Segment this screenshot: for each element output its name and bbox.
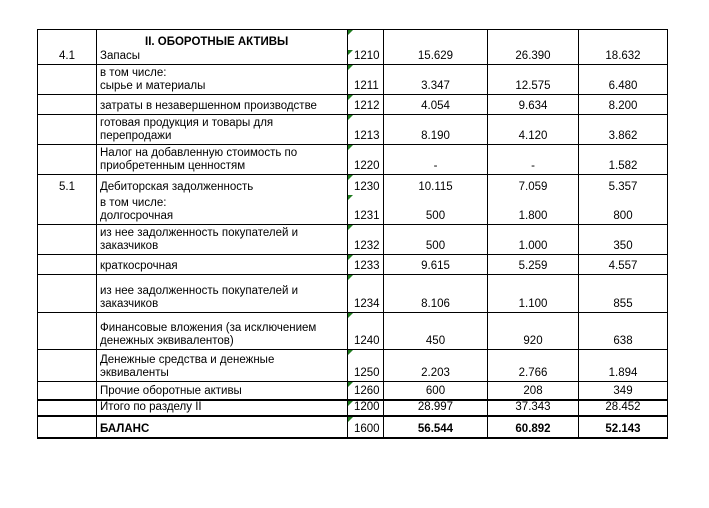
cell-marker-icon <box>348 175 353 180</box>
value-col-2: 26.390 <box>488 50 579 65</box>
row-code-text: 1211 <box>354 80 379 92</box>
value-col-2: 12.575 <box>488 65 579 95</box>
row-label <box>97 175 348 195</box>
value-col-1: 4.054 <box>384 95 488 115</box>
value-col-1: 10.115 <box>384 175 488 195</box>
table-row <box>38 416 668 438</box>
cell-code <box>348 30 384 50</box>
value-col-3: 52.143 <box>579 416 668 438</box>
table-row <box>38 65 668 95</box>
row-label-line: заказчиков <box>100 298 159 310</box>
row-number <box>38 416 97 438</box>
table-row <box>38 115 668 145</box>
value-col-1: 2.203 <box>384 350 488 382</box>
row-number <box>38 225 97 255</box>
row-label <box>97 225 348 255</box>
row-label-line: эквиваленты <box>100 367 169 379</box>
value-col-1: 600 <box>384 382 488 400</box>
cell-marker-icon <box>348 275 353 280</box>
cell-marker-icon <box>348 401 353 406</box>
row-code <box>348 350 384 382</box>
value-col-2: 920 <box>488 313 579 350</box>
row-label-line: в том числе: <box>100 67 167 79</box>
cell-marker-icon <box>348 195 353 200</box>
value-col-2: 1.800 <box>488 195 579 225</box>
value-col-3: 638 <box>579 313 668 350</box>
value-col-2: 60.892 <box>488 416 579 438</box>
value-col-1: 56.544 <box>384 416 488 438</box>
row-code <box>348 400 384 416</box>
row-code <box>348 145 384 175</box>
row-number <box>38 400 97 416</box>
cell-marker-icon <box>348 417 353 422</box>
row-code <box>348 195 384 225</box>
row-code <box>348 275 384 313</box>
table-row <box>38 175 668 195</box>
row-code-text: 1234 <box>354 298 380 310</box>
value-col-1: 8.190 <box>384 115 488 145</box>
value-col-2: 2.766 <box>488 350 579 382</box>
value-col-2: 4.120 <box>488 115 579 145</box>
section-title: II. ОБОРОТНЫЕ АКТИВЫ <box>97 30 348 50</box>
cell-num <box>38 30 97 50</box>
cell-marker-icon <box>348 145 353 150</box>
row-code-text: 1212 <box>354 100 380 112</box>
row-code <box>348 175 384 195</box>
value-col-3: 4.557 <box>579 255 668 275</box>
value-col-3: 350 <box>579 225 668 255</box>
section-header-row <box>38 30 668 50</box>
row-code-text: 1213 <box>354 130 380 142</box>
row-label-line: из нее задолженность покупателей и <box>100 227 299 239</box>
row-code-text: 1600 <box>354 422 380 435</box>
row-label-line: Финансовые вложения (за исключением <box>100 322 317 334</box>
row-label-line: Итого по разделу II <box>100 400 202 413</box>
row-number <box>38 255 97 275</box>
row-label <box>97 313 348 350</box>
row-label-line: Запасы <box>100 50 140 62</box>
row-label-line: денежных эквивалентов) <box>100 335 234 347</box>
table-row <box>38 50 668 65</box>
row-code-text: 1232 <box>354 240 380 252</box>
value-col-2: - <box>488 145 579 175</box>
row-code-text: 1230 <box>354 180 380 193</box>
table-row <box>38 95 668 115</box>
row-label <box>97 350 348 382</box>
table-row <box>38 382 668 400</box>
row-number <box>38 115 97 145</box>
row-code-text: 1233 <box>354 260 380 272</box>
row-label-line: Прочие оборотные активы <box>100 384 242 397</box>
row-label-line: из нее задолженность покупателей и <box>100 285 299 297</box>
cell-marker-icon <box>348 255 353 260</box>
row-label <box>97 416 348 438</box>
cell-marker-icon <box>348 225 353 230</box>
value-col-3: 5.357 <box>579 175 668 195</box>
row-code <box>348 95 384 115</box>
row-code <box>348 50 384 65</box>
row-label-line: перепродажи <box>100 130 172 142</box>
row-code <box>348 225 384 255</box>
row-label <box>97 50 348 65</box>
value-col-1: 8.106 <box>384 275 488 313</box>
value-col-3: 28.452 <box>579 400 668 416</box>
row-label-line: БАЛАНС <box>100 422 150 435</box>
row-label-line: краткосрочная <box>100 260 178 272</box>
row-label <box>97 115 348 145</box>
table-row <box>38 195 668 225</box>
value-col-3: 8.200 <box>579 95 668 115</box>
row-code-text: 1250 <box>354 367 380 379</box>
value-col-3: 3.862 <box>579 115 668 145</box>
value-col-1: 9.615 <box>384 255 488 275</box>
row-label-line: Дебиторская задолженность <box>100 180 254 193</box>
row-number <box>38 145 97 175</box>
row-number: 5.1 <box>38 175 97 195</box>
table-row <box>38 225 668 255</box>
value-col-2: 5.259 <box>488 255 579 275</box>
row-label <box>97 400 348 416</box>
row-number <box>38 65 97 95</box>
table-row <box>38 313 668 350</box>
row-code-text: 1240 <box>354 335 380 347</box>
value-col-1: 500 <box>384 195 488 225</box>
row-number <box>38 195 97 225</box>
table-row <box>38 255 668 275</box>
value-col-2: 37.343 <box>488 400 579 416</box>
row-code-text: 1231 <box>354 210 380 222</box>
cell-marker-icon <box>348 350 353 355</box>
row-code <box>348 115 384 145</box>
row-label <box>97 275 348 313</box>
cell-marker-icon <box>348 382 353 387</box>
row-label-line: долгосрочная <box>100 210 174 222</box>
cell-value <box>384 30 488 50</box>
row-code-text: 1260 <box>354 384 380 397</box>
value-col-2: 1.000 <box>488 225 579 255</box>
value-col-1: 450 <box>384 313 488 350</box>
table-row <box>38 350 668 382</box>
value-col-3: 855 <box>579 275 668 313</box>
value-col-3: 18.632 <box>579 50 668 65</box>
value-col-3: 1.582 <box>579 145 668 175</box>
row-label-line: сырье и материалы <box>100 80 206 92</box>
row-label <box>97 255 348 275</box>
value-col-3: 6.480 <box>579 65 668 95</box>
row-number <box>38 382 97 400</box>
cell-marker-icon <box>348 115 353 120</box>
row-code-text: 1200 <box>354 400 380 413</box>
value-col-1: 3.347 <box>384 65 488 95</box>
cell-marker-icon <box>348 65 353 70</box>
row-label-line: готовая продукция и товары для <box>100 117 274 129</box>
value-col-1: 15.629 <box>384 50 488 65</box>
value-col-3: 349 <box>579 382 668 400</box>
cell-marker-icon <box>348 95 353 100</box>
row-number <box>38 95 97 115</box>
row-code <box>348 255 384 275</box>
row-number <box>38 313 97 350</box>
row-label-line: в том числе: <box>100 197 167 209</box>
value-col-2: 7.059 <box>488 175 579 195</box>
row-label-line: приобретенным ценностям <box>100 160 246 172</box>
cell-value <box>488 30 579 50</box>
cell-marker-icon <box>348 50 353 55</box>
cell-marker-icon <box>348 313 353 318</box>
row-label-line: заказчиков <box>100 240 159 252</box>
row-code-text: 1220 <box>354 160 380 172</box>
row-number: 4.1 <box>38 50 97 65</box>
row-label <box>97 95 348 115</box>
cell-marker-icon <box>348 30 353 35</box>
cell-value <box>579 30 668 50</box>
row-label <box>97 145 348 175</box>
value-col-1: 28.997 <box>384 400 488 416</box>
value-col-1: - <box>384 145 488 175</box>
row-code <box>348 416 384 438</box>
value-col-2: 208 <box>488 382 579 400</box>
value-col-1: 500 <box>384 225 488 255</box>
value-col-3: 800 <box>579 195 668 225</box>
row-label-line: Налог на добавленную стоимость по <box>100 147 298 159</box>
value-col-3: 1.894 <box>579 350 668 382</box>
row-code-text: 1210 <box>354 50 380 62</box>
balance-sheet-table <box>37 29 668 439</box>
row-number <box>38 275 97 313</box>
row-label <box>97 382 348 400</box>
value-col-2: 9.634 <box>488 95 579 115</box>
table-row <box>38 400 668 416</box>
row-number <box>38 350 97 382</box>
row-label <box>97 195 348 225</box>
row-code <box>348 313 384 350</box>
value-col-2: 1.100 <box>488 275 579 313</box>
row-label-line: Денежные средства и денежные <box>100 354 275 366</box>
row-label <box>97 65 348 95</box>
row-label-line: затраты в незавершенном производстве <box>100 100 317 112</box>
row-code <box>348 382 384 400</box>
table-row <box>38 275 668 313</box>
table-row <box>38 145 668 175</box>
row-code <box>348 65 384 95</box>
